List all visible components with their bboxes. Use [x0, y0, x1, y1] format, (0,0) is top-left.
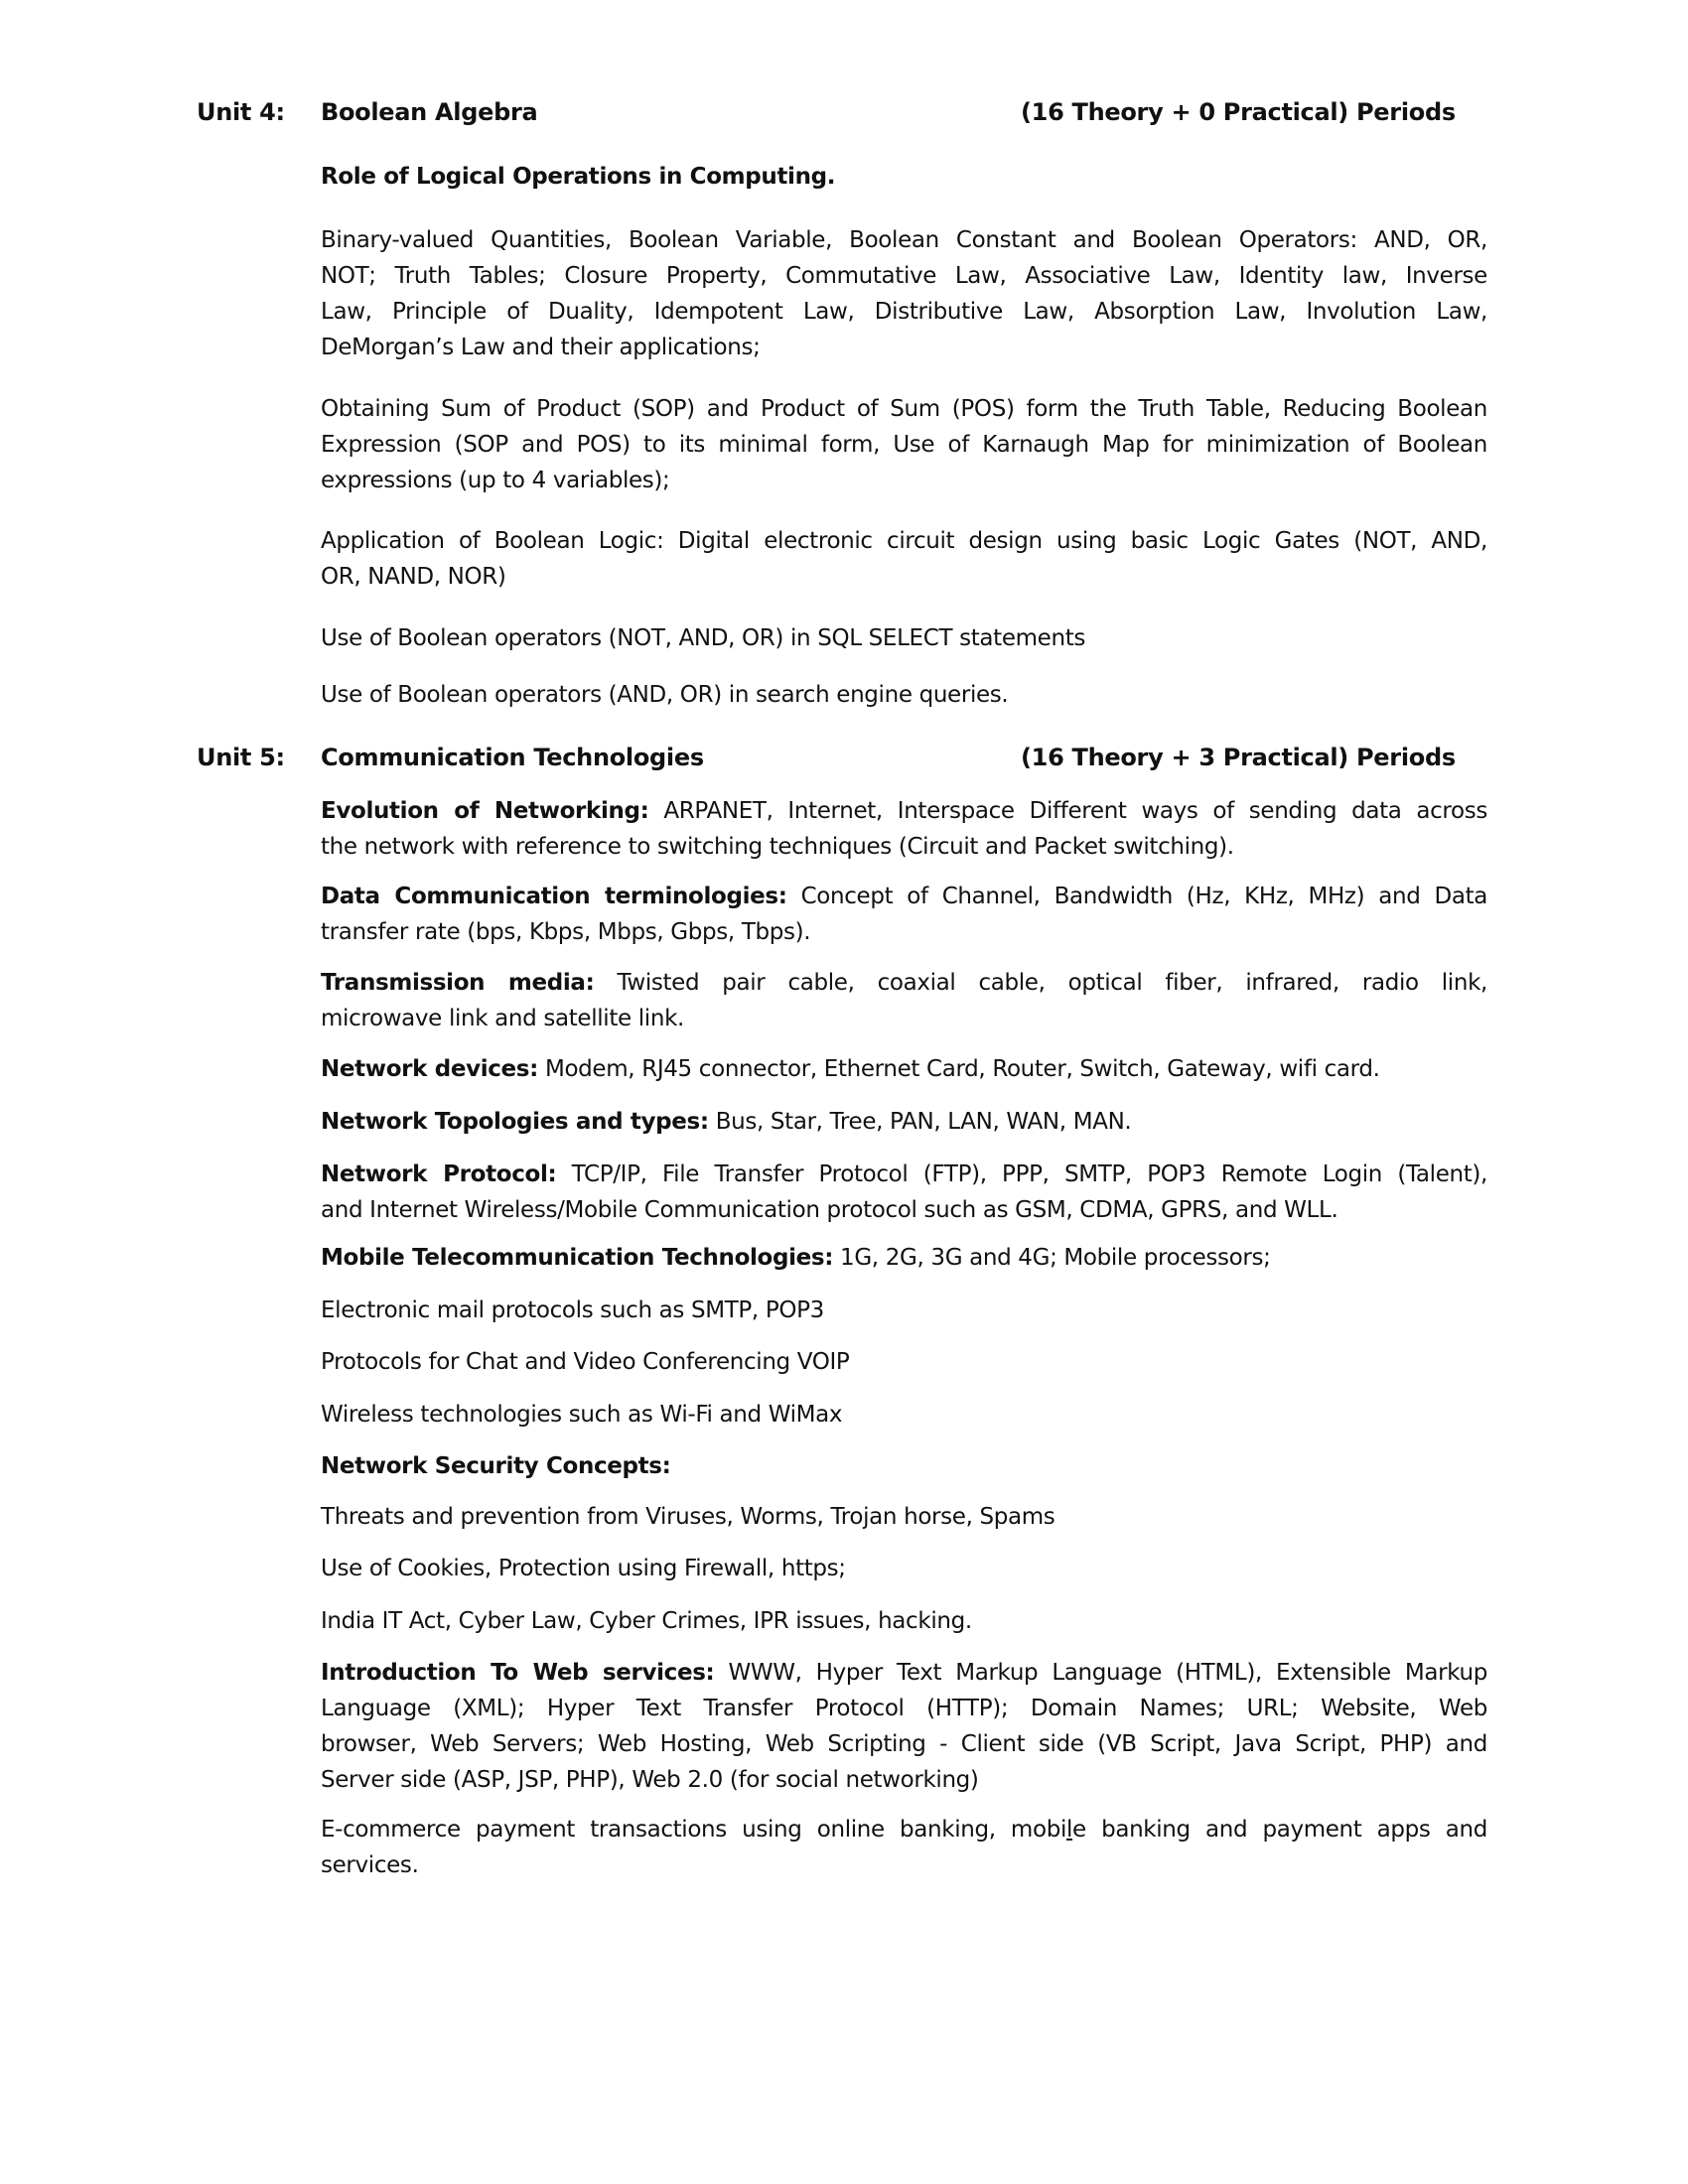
paragraph-line — [321, 1104, 1487, 1140]
topic-mobile-telecom — [321, 1240, 1487, 1276]
paragraph-line: transfer rate (bps, Kbps, Mbps, Gbps, Tbps). — [321, 919, 811, 945]
paragraph-line — [321, 1812, 1487, 1847]
topic-web-services — [321, 1655, 1487, 1798]
topic-text: Role of Logical Operations in Computing. — [321, 164, 836, 190]
topic-application-of-boolean-logic — [321, 523, 1487, 595]
topic-data-communication — [321, 879, 1487, 950]
paragraph-line: Language (XML); Hyper Text Transfer Protocol (HTTP); Domain Names; URL; Website, Web — [321, 1696, 1487, 1721]
topic-network-topologies — [321, 1104, 1487, 1140]
paragraph-line: Wireless technologies such as Wi-Fi and WiMax — [321, 1402, 843, 1428]
topic-transmission-media — [321, 965, 1487, 1036]
paragraph-line — [321, 1240, 1487, 1276]
topic-boolean-in-sql — [321, 620, 1487, 656]
topic-text: WWW, Hyper Text Markup Language (HTML), Extensible Markup — [714, 1660, 1487, 1686]
paragraph-line: Application of Boolean Logic: Digital electronic circuit design using basic Logic Gates (NOT, AND, — [321, 528, 1487, 554]
paragraph-line: the network with reference to switching techniques (Circuit and Packet switching). — [321, 834, 1234, 860]
underlined-letter: l — [1066, 1817, 1073, 1843]
unit-4-heading — [197, 94, 1487, 130]
topic-text: Modem, RJ45 connector, Ethernet Card, Router, Switch, Gateway, wifi card. — [538, 1056, 1380, 1082]
paragraph-line — [321, 1157, 1487, 1192]
topic-role-of-logical-operations — [321, 159, 1487, 195]
paragraph-line — [321, 965, 1487, 1001]
topic-cookies-firewall — [321, 1551, 1487, 1586]
topic-network-devices — [321, 1051, 1487, 1087]
unit-number: Unit 5: — [197, 744, 285, 771]
paragraph-line: microwave link and satellite link. — [321, 1006, 684, 1031]
topic-network-security — [321, 1448, 1487, 1484]
paragraph-line: Protocols for Chat and Video Conferencing VOIP — [321, 1349, 850, 1375]
topic-boolean-in-search — [321, 677, 1487, 713]
paragraph-line — [321, 1051, 1487, 1087]
topic-label: Evolution of Networking: — [321, 798, 649, 824]
topic-label: Network Security Concepts: — [321, 1453, 671, 1479]
topic-text: Twisted pair cable, coaxial cable, optical fiber, infrared, radio link, — [594, 970, 1487, 996]
topic-sop-pos — [321, 391, 1487, 498]
paragraph-line — [321, 879, 1487, 914]
unit-periods: (16 Theory + 3 Practical) Periods — [1021, 744, 1456, 771]
topic-label: Transmission media: — [321, 970, 595, 996]
unit-periods: (16 Theory + 0 Practical) Periods — [1021, 98, 1456, 126]
paragraph-line: services. — [321, 1852, 419, 1878]
paragraph-line: OR, NAND, NOR) — [321, 564, 506, 590]
topic-text: Concept of Channel, Bandwidth (Hz, KHz, MHz) and Data — [786, 884, 1487, 909]
topic-label: Network Topologies and types: — [321, 1109, 709, 1135]
topic-text: ARPANET, Internet, Interspace Different ways of sending data across — [648, 798, 1487, 824]
unit-number: Unit 4: — [197, 98, 285, 126]
topic-wireless-technologies — [321, 1397, 1487, 1433]
unit-title: Boolean Algebra — [321, 98, 538, 126]
topic-label: Introduction To Web services: — [321, 1660, 715, 1686]
topic-label: Mobile Telecommunication Technologies: — [321, 1245, 834, 1271]
paragraph-line: Server side (ASP, JSP, PHP), Web 2.0 (for social networking) — [321, 1767, 979, 1793]
topic-label: Network Protocol: — [321, 1161, 557, 1187]
topic-binary-valued-quantities — [321, 222, 1487, 365]
paragraph-line: DeMorgan’s Law and their applications; — [321, 334, 761, 360]
paragraph-line: Electronic mail protocols such as SMTP, POP3 — [321, 1297, 824, 1323]
topic-text: TCP/IP, File Transfer Protocol (FTP), PPP, SMTP, POP3 Remote Login (Talent), — [556, 1161, 1487, 1187]
unit-title: Communication Technologies — [321, 744, 704, 771]
paragraph-line: browser, Web Servers; Web Hosting, Web Scripting - Client side (VB Script, Java Script, PHP) and — [321, 1731, 1487, 1757]
paragraph-line: Use of Boolean operators (AND, OR) in search engine queries. — [321, 682, 1009, 708]
paragraph-line — [321, 1655, 1487, 1691]
paragraph-line: Use of Cookies, Protection using Firewall, https; — [321, 1556, 846, 1581]
paragraph-line: India IT Act, Cyber Law, Cyber Crimes, IPR issues, hacking. — [321, 1608, 972, 1634]
paragraph-line: and Internet Wireless/Mobile Communication protocol such as GSM, CDMA, GPRS, and WLL. — [321, 1197, 1338, 1223]
topic-text: Bus, Star, Tree, PAN, LAN, WAN, MAN. — [708, 1109, 1132, 1135]
topic-threats — [321, 1499, 1487, 1535]
paragraph-line: Obtaining Sum of Product (SOP) and Product of Sum (POS) form the Truth Table, Reducing Boolean — [321, 396, 1487, 422]
topic-chat-video-protocols — [321, 1344, 1487, 1380]
paragraph-line: NOT; Truth Tables; Closure Property, Commutative Law, Associative Law, Identity law, Inverse — [321, 262, 1487, 289]
paragraph-line: expressions (up to 4 variables); — [321, 468, 670, 493]
paragraph-line: Expression (SOP and POS) to its minimal form, Use of Karnaugh Map for minimization of Boolean — [321, 432, 1487, 458]
topic-text: 1G, 2G, 3G and 4G; Mobile processors; — [833, 1245, 1271, 1271]
topic-label: Data Communication terminologies: — [321, 884, 787, 909]
topic-india-it-act — [321, 1603, 1487, 1639]
unit-5-heading — [197, 740, 1487, 775]
paragraph-line: Threats and prevention from Viruses, Worms, Trojan horse, Spams — [321, 1504, 1055, 1530]
topic-text: E-commerce payment transactions using online banking, mobi — [321, 1817, 1066, 1843]
paragraph-line — [321, 793, 1487, 829]
paragraph-line: Law, Principle of Duality, Idempotent Law, Distributive Law, Absorption Law, Involution Law, — [321, 298, 1487, 325]
topic-evolution-of-networking — [321, 793, 1487, 865]
topic-network-protocol — [321, 1157, 1487, 1228]
paragraph-line: Use of Boolean operators (NOT, AND, OR) in SQL SELECT statements — [321, 625, 1086, 651]
topic-label: Network devices: — [321, 1056, 538, 1082]
topic-text: e banking and payment apps and — [1072, 1817, 1487, 1843]
paragraph-line: Binary-valued Quantities, Boolean Variable, Boolean Constant and Boolean Operators: AND, OR, — [321, 227, 1487, 253]
topic-ecommerce — [321, 1812, 1487, 1883]
topic-email-protocols — [321, 1293, 1487, 1328]
